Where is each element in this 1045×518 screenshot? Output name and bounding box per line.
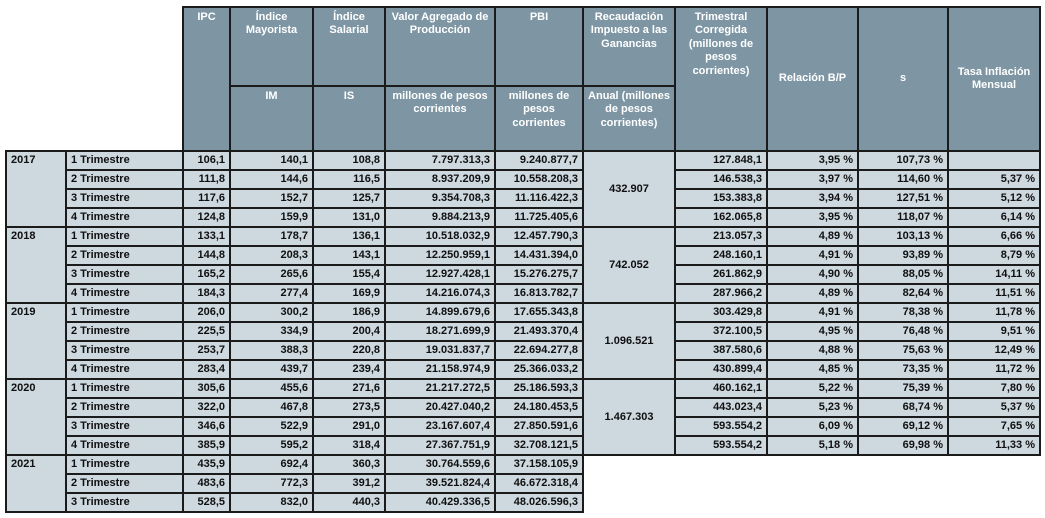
pbi-cell: 10.558.208,3 — [495, 170, 583, 189]
im-cell: 455,6 — [230, 379, 313, 398]
pbi-cell: 21.493.370,4 — [495, 322, 583, 341]
relacion-bp-cell: 4,90 % — [767, 265, 858, 284]
im-cell: 265,6 — [230, 265, 313, 284]
table-row — [6, 455, 1040, 474]
trimestral-corregida-cell: 162.065,8 — [675, 208, 767, 227]
s-cell: 69,12 % — [858, 417, 948, 436]
vap-cell: 18.271.699,9 — [385, 322, 495, 341]
vap-cell: 7.797.313,3 — [385, 151, 495, 170]
ipc-cell: 133,1 — [183, 227, 230, 246]
relacion-bp-cell: 3,95 % — [767, 151, 858, 170]
table-body — [6, 151, 1040, 512]
quarter-cell: 3 Trimestre — [66, 493, 183, 512]
pbi-cell: 48.026.596,3 — [495, 493, 583, 512]
im-cell: 595,2 — [230, 436, 313, 455]
tasa-inflacion-cell — [948, 151, 1040, 170]
col-header-ipc: IPC — [183, 7, 230, 151]
pbi-cell: 37.158.105,9 — [495, 455, 583, 474]
table-row — [6, 151, 1040, 170]
trimestral-corregida-cell: 443.023,4 — [675, 398, 767, 417]
vap-cell: 14.899.679,6 — [385, 303, 495, 322]
pbi-cell: 25.186.593,3 — [495, 379, 583, 398]
relacion-bp-cell: 5,22 % — [767, 379, 858, 398]
im-cell: 388,3 — [230, 341, 313, 360]
tasa-inflacion-cell: 7,80 % — [948, 379, 1040, 398]
tasa-inflacion-cell: 8,79 % — [948, 246, 1040, 265]
pbi-cell: 24.180.453,5 — [495, 398, 583, 417]
is-cell: 131,0 — [313, 208, 385, 227]
ipc-cell: 253,7 — [183, 341, 230, 360]
ipc-cell: 184,3 — [183, 284, 230, 303]
col-header-relacion-bp: Relación B/P — [767, 7, 858, 151]
s-cell: 82,64 % — [858, 284, 948, 303]
relacion-bp-cell: 6,09 % — [767, 417, 858, 436]
tasa-inflacion-cell: 5,37 % — [948, 170, 1040, 189]
ipc-cell: 305,6 — [183, 379, 230, 398]
annual-tax-cell: 1.467.303 — [583, 379, 675, 455]
tasa-inflacion-cell: 6,14 % — [948, 208, 1040, 227]
ipc-cell: 528,5 — [183, 493, 230, 512]
relacion-bp-cell: 3,97 % — [767, 170, 858, 189]
trimestral-corregida-cell: 593.554,2 — [675, 436, 767, 455]
pbi-cell: 11.725.405,6 — [495, 208, 583, 227]
is-cell: 391,2 — [313, 474, 385, 493]
is-cell: 186,9 — [313, 303, 385, 322]
col-header-indice-salarial: Índice Salarial — [313, 7, 385, 86]
ipc-cell: 117,6 — [183, 189, 230, 208]
im-cell: 159,9 — [230, 208, 313, 227]
im-cell: 300,2 — [230, 303, 313, 322]
table-row — [6, 208, 1040, 227]
is-cell: 116,5 — [313, 170, 385, 189]
is-cell: 273,5 — [313, 398, 385, 417]
relacion-bp-cell: 4,91 % — [767, 303, 858, 322]
table-row — [6, 322, 1040, 341]
tasa-inflacion-cell: 6,66 % — [948, 227, 1040, 246]
vap-cell: 21.217.272,5 — [385, 379, 495, 398]
vap-cell: 9.354.708,3 — [385, 189, 495, 208]
table-row — [6, 265, 1040, 284]
table-row — [6, 474, 1040, 493]
col-header-tasa-inflacion: Tasa Inflación Mensual — [948, 7, 1040, 151]
table-row — [6, 398, 1040, 417]
quarter-cell: 3 Trimestre — [66, 189, 183, 208]
s-cell: 107,73 % — [858, 151, 948, 170]
s-cell: 103,13 % — [858, 227, 948, 246]
year-cell: 2017 — [6, 151, 66, 227]
s-cell: 75,39 % — [858, 379, 948, 398]
tasa-inflacion-cell: 12,49 % — [948, 341, 1040, 360]
vap-cell: 30.764.559,6 — [385, 455, 495, 474]
trimestral-corregida-cell: 430.899,4 — [675, 360, 767, 379]
table-row — [6, 227, 1040, 246]
ipc-cell: 483,6 — [183, 474, 230, 493]
s-cell: 127,51 % — [858, 189, 948, 208]
year-cell: 2020 — [6, 379, 66, 455]
col-header-indice-mayorista: Índice Mayorista — [230, 7, 313, 86]
is-cell: 169,9 — [313, 284, 385, 303]
vap-cell: 39.521.824,4 — [385, 474, 495, 493]
relacion-bp-cell: 3,94 % — [767, 189, 858, 208]
im-cell: 467,8 — [230, 398, 313, 417]
year-cell: 2019 — [6, 303, 66, 379]
annual-tax-cell: 432.907 — [583, 151, 675, 227]
im-cell: 832,0 — [230, 493, 313, 512]
ipc-cell: 206,0 — [183, 303, 230, 322]
relacion-bp-cell: 4,85 % — [767, 360, 858, 379]
pbi-cell: 14.431.394,0 — [495, 246, 583, 265]
relacion-bp-cell: 4,89 % — [767, 227, 858, 246]
table-row — [6, 436, 1040, 455]
ipc-cell: 124,8 — [183, 208, 230, 227]
trimestral-corregida-cell: 303.429,8 — [675, 303, 767, 322]
tasa-inflacion-cell: 11,33 % — [948, 436, 1040, 455]
subheader-is: IS — [313, 86, 385, 151]
quarter-cell: 2 Trimestre — [66, 246, 183, 265]
s-cell: 118,07 % — [858, 208, 948, 227]
quarter-cell: 2 Trimestre — [66, 474, 183, 493]
col-header-pbi: PBI — [495, 7, 583, 86]
subheader-recaudacion-anual: Anual (millones de pesos corrientes) — [583, 86, 675, 151]
trimestral-corregida-cell: 593.554,2 — [675, 417, 767, 436]
vap-cell: 9.884.213,9 — [385, 208, 495, 227]
quarter-cell: 3 Trimestre — [66, 265, 183, 284]
trimestral-corregida-cell: 146.538,3 — [675, 170, 767, 189]
pbi-cell: 15.276.275,7 — [495, 265, 583, 284]
trimestral-corregida-cell: 387.580,6 — [675, 341, 767, 360]
table-row — [6, 493, 1040, 512]
col-header-valor-agregado: Valor Agregado de Producción — [385, 7, 495, 86]
annual-tax-cell: 1.096.521 — [583, 303, 675, 379]
vap-cell: 21.158.974,9 — [385, 360, 495, 379]
quarter-cell: 1 Trimestre — [66, 455, 183, 474]
pbi-cell: 11.116.422,3 — [495, 189, 583, 208]
vap-cell: 27.367.751,9 — [385, 436, 495, 455]
ipc-cell: 225,5 — [183, 322, 230, 341]
pbi-cell: 9.240.877,7 — [495, 151, 583, 170]
ipc-cell: 346,6 — [183, 417, 230, 436]
ipc-cell: 435,9 — [183, 455, 230, 474]
relacion-bp-cell: 3,95 % — [767, 208, 858, 227]
im-cell: 439,7 — [230, 360, 313, 379]
s-cell: 93,89 % — [858, 246, 948, 265]
tasa-inflacion-cell: 5,37 % — [948, 398, 1040, 417]
s-cell: 73,35 % — [858, 360, 948, 379]
pbi-cell: 12.457.790,3 — [495, 227, 583, 246]
table-header — [6, 7, 1040, 151]
quarter-cell: 3 Trimestre — [66, 341, 183, 360]
table-row — [6, 189, 1040, 208]
tasa-inflacion-cell: 11,51 % — [948, 284, 1040, 303]
pbi-cell: 25.366.033,2 — [495, 360, 583, 379]
pbi-cell: 22.694.277,8 — [495, 341, 583, 360]
quarter-cell: 4 Trimestre — [66, 360, 183, 379]
vap-cell: 14.216.074,3 — [385, 284, 495, 303]
s-cell: 76,48 % — [858, 322, 948, 341]
pbi-cell: 46.672.318,4 — [495, 474, 583, 493]
table-row — [6, 246, 1040, 265]
is-cell: 291,0 — [313, 417, 385, 436]
pbi-cell: 32.708.121,5 — [495, 436, 583, 455]
ipc-cell: 106,1 — [183, 151, 230, 170]
trimestral-corregida-cell: 248.160,1 — [675, 246, 767, 265]
pbi-cell: 27.850.591,6 — [495, 417, 583, 436]
ipc-cell: 322,0 — [183, 398, 230, 417]
is-cell: 271,6 — [313, 379, 385, 398]
s-cell: 114,60 % — [858, 170, 948, 189]
s-cell: 75,63 % — [858, 341, 948, 360]
trimestral-corregida-cell: 372.100,5 — [675, 322, 767, 341]
vap-cell: 20.427.040,2 — [385, 398, 495, 417]
corner-blank — [6, 7, 183, 151]
relacion-bp-cell: 4,88 % — [767, 341, 858, 360]
header-row-1 — [6, 7, 1040, 86]
vap-cell: 10.518.032,9 — [385, 227, 495, 246]
is-cell: 136,1 — [313, 227, 385, 246]
s-cell: 88,05 % — [858, 265, 948, 284]
tasa-inflacion-cell: 11,78 % — [948, 303, 1040, 322]
is-cell: 440,3 — [313, 493, 385, 512]
relacion-bp-cell: 4,91 % — [767, 246, 858, 265]
s-cell: 68,74 % — [858, 398, 948, 417]
vap-cell: 8.937.209,9 — [385, 170, 495, 189]
table-row — [6, 303, 1040, 322]
is-cell: 125,7 — [313, 189, 385, 208]
col-header-trimestral-corregida: Trimestral Corregida (millones de pesos corrientes) — [675, 7, 767, 151]
trimestral-corregida-cell: 261.862,9 — [675, 265, 767, 284]
quarter-cell: 3 Trimestre — [66, 417, 183, 436]
quarter-cell: 4 Trimestre — [66, 208, 183, 227]
im-cell: 772,3 — [230, 474, 313, 493]
im-cell: 208,3 — [230, 246, 313, 265]
table-row — [6, 417, 1040, 436]
quarter-cell: 1 Trimestre — [66, 303, 183, 322]
tasa-inflacion-cell: 9,51 % — [948, 322, 1040, 341]
relacion-bp-cell: 5,18 % — [767, 436, 858, 455]
im-cell: 522,9 — [230, 417, 313, 436]
ipc-cell: 144,8 — [183, 246, 230, 265]
quarter-cell: 1 Trimestre — [66, 379, 183, 398]
table-row — [6, 360, 1040, 379]
table-row — [6, 341, 1040, 360]
annual-tax-cell: 742.052 — [583, 227, 675, 303]
quarter-cell: 1 Trimestre — [66, 151, 183, 170]
table-row — [6, 379, 1040, 398]
relacion-bp-cell: 5,23 % — [767, 398, 858, 417]
s-cell: 78,38 % — [858, 303, 948, 322]
tasa-inflacion-cell: 5,12 % — [948, 189, 1040, 208]
im-cell: 692,4 — [230, 455, 313, 474]
quarter-cell: 1 Trimestre — [66, 227, 183, 246]
is-cell: 108,8 — [313, 151, 385, 170]
table-row — [6, 284, 1040, 303]
quarter-cell: 2 Trimestre — [66, 322, 183, 341]
is-cell: 239,4 — [313, 360, 385, 379]
is-cell: 360,3 — [313, 455, 385, 474]
im-cell: 144,6 — [230, 170, 313, 189]
im-cell: 334,9 — [230, 322, 313, 341]
quarter-cell: 2 Trimestre — [66, 398, 183, 417]
trimestral-corregida-cell: 460.162,1 — [675, 379, 767, 398]
trimestral-corregida-cell: 213.057,3 — [675, 227, 767, 246]
pbi-cell: 17.655.343,8 — [495, 303, 583, 322]
im-cell: 277,4 — [230, 284, 313, 303]
im-cell: 178,7 — [230, 227, 313, 246]
is-cell: 200,4 — [313, 322, 385, 341]
im-cell: 140,1 — [230, 151, 313, 170]
trimestral-corregida-cell: 127.848,1 — [675, 151, 767, 170]
vap-cell: 40.429.336,5 — [385, 493, 495, 512]
is-cell: 220,8 — [313, 341, 385, 360]
trimestral-corregida-cell: 287.966,2 — [675, 284, 767, 303]
economic-data-table — [5, 6, 1041, 513]
quarter-cell: 4 Trimestre — [66, 284, 183, 303]
subheader-im: IM — [230, 86, 313, 151]
pbi-cell: 16.813.782,7 — [495, 284, 583, 303]
vap-cell: 12.927.428,1 — [385, 265, 495, 284]
tasa-inflacion-cell: 11,72 % — [948, 360, 1040, 379]
im-cell: 152,7 — [230, 189, 313, 208]
table-row — [6, 170, 1040, 189]
s-cell: 69,98 % — [858, 436, 948, 455]
tasa-inflacion-cell: 14,11 % — [948, 265, 1040, 284]
col-header-recaudacion: Recaudación Impuesto a las Ganancias — [583, 7, 675, 86]
ipc-cell: 283,4 — [183, 360, 230, 379]
ipc-cell: 165,2 — [183, 265, 230, 284]
year-cell: 2018 — [6, 227, 66, 303]
tasa-inflacion-cell: 7,65 % — [948, 417, 1040, 436]
is-cell: 155,4 — [313, 265, 385, 284]
ipc-cell: 385,9 — [183, 436, 230, 455]
vap-cell: 23.167.607,4 — [385, 417, 495, 436]
quarter-cell: 4 Trimestre — [66, 436, 183, 455]
subheader-pbi-unit: millones de pesos corrientes — [495, 86, 583, 151]
year-cell: 2021 — [6, 455, 66, 512]
quarter-cell: 2 Trimestre — [66, 170, 183, 189]
col-header-s: s — [858, 7, 948, 151]
ipc-cell: 111,8 — [183, 170, 230, 189]
relacion-bp-cell: 4,95 % — [767, 322, 858, 341]
trimestral-corregida-cell: 153.383,8 — [675, 189, 767, 208]
vap-cell: 19.031.837,7 — [385, 341, 495, 360]
is-cell: 143,1 — [313, 246, 385, 265]
relacion-bp-cell: 4,89 % — [767, 284, 858, 303]
is-cell: 318,4 — [313, 436, 385, 455]
subheader-vap-unit: millones de pesos corrientes — [385, 86, 495, 151]
vap-cell: 12.250.959,1 — [385, 246, 495, 265]
